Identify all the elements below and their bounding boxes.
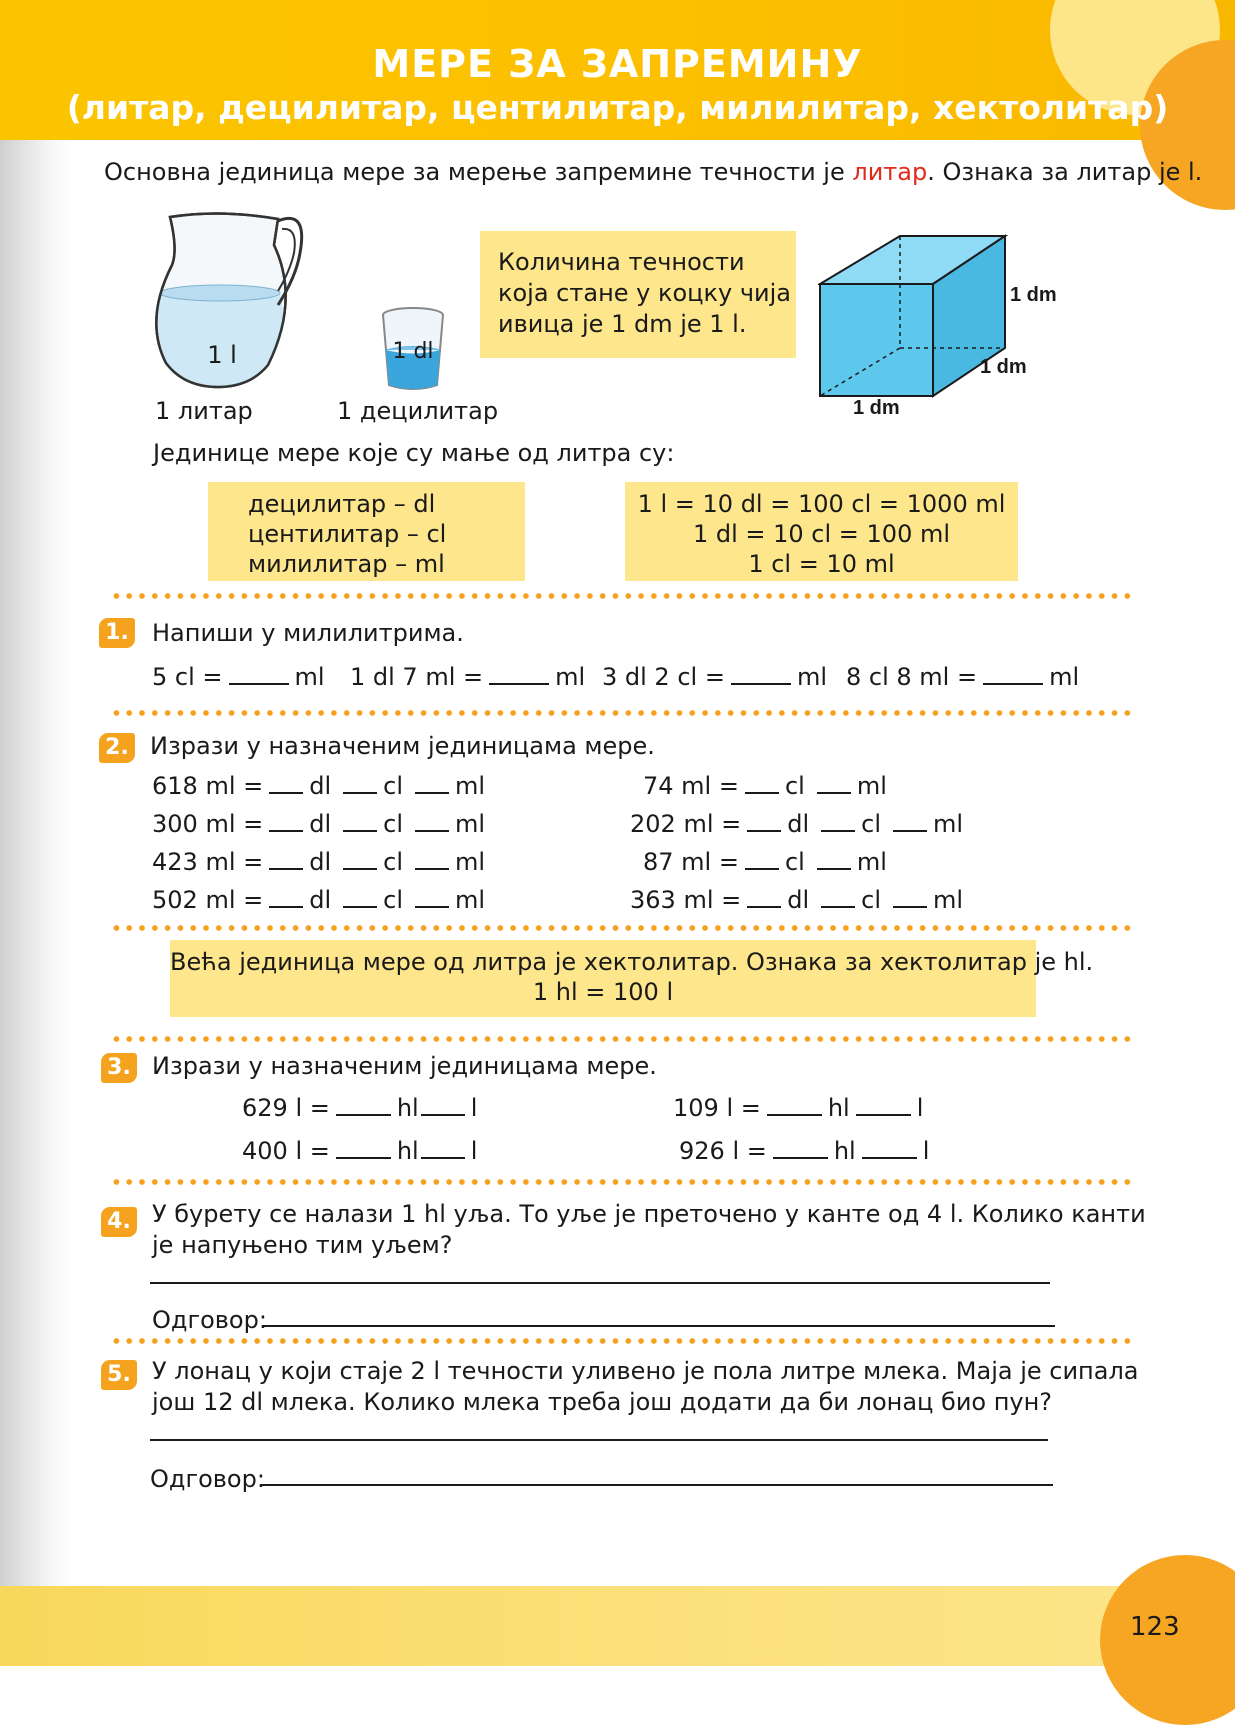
unit-label: dl <box>309 848 332 876</box>
answer-line[interactable] <box>262 1325 1055 1327</box>
task5-text-line: још 12 dl млека. Колико млека треба још додати да би лонац био пун? <box>152 1388 1053 1416</box>
jug-label: 1 l <box>207 341 237 369</box>
glass-label: 1 dl <box>392 339 434 364</box>
task2-left-item <box>152 848 485 876</box>
units-list-box <box>208 482 525 581</box>
unit-label: ml <box>294 663 325 691</box>
page-subtitle: (литар, децилитар, центилитар, милилитар, хектолитар) <box>66 88 1169 127</box>
jug-icon <box>150 205 310 390</box>
divider <box>110 925 1135 931</box>
unit-label: ml <box>796 663 827 691</box>
answer-blank[interactable] <box>269 828 303 832</box>
unit-label: ml <box>455 810 486 838</box>
unit-label: cl <box>383 810 404 838</box>
unit-label: cl <box>784 848 805 876</box>
cube-info-line: Количина течности <box>498 248 745 276</box>
hectoliter-equation: 1 hl = 100 l <box>532 978 674 1006</box>
task1-prompt: Напиши у милилитрима. <box>152 619 464 647</box>
task2-expression: 87 ml = <box>643 848 739 876</box>
task2-expression: 363 ml = <box>630 886 742 914</box>
task-number-badge: 2. <box>99 733 135 763</box>
answer-blank[interactable] <box>421 1155 465 1159</box>
task2-right-item <box>630 886 963 914</box>
answer-blank[interactable] <box>731 681 791 685</box>
intro-text-end: . Ознака за литар је l. <box>927 158 1203 186</box>
answer-label: Одговор: <box>152 1306 267 1334</box>
answer-blank[interactable] <box>415 904 449 908</box>
task3-item <box>673 1094 923 1122</box>
task-number-badge: 1. <box>99 618 135 648</box>
answer-blank[interactable] <box>415 790 449 794</box>
cube-info-line: ивица је 1 dm је 1 l. <box>498 310 747 338</box>
footer-band <box>0 1586 1235 1666</box>
divider <box>110 1179 1135 1185</box>
answer-blank[interactable] <box>269 866 303 870</box>
unit-label: cl <box>861 810 882 838</box>
unit-label: hl <box>396 1094 419 1122</box>
divider <box>110 1036 1135 1042</box>
page-number: 123 <box>1130 1612 1180 1642</box>
unit-label: ml <box>555 663 586 691</box>
task1-expression: 1 dl 7 ml = <box>350 663 484 691</box>
unit-label: l <box>470 1137 478 1165</box>
answer-blank[interactable] <box>821 904 855 908</box>
answer-blank[interactable] <box>747 828 781 832</box>
answer-blank[interactable] <box>415 866 449 870</box>
conversion-line: 1 dl = 10 cl = 100 ml <box>692 520 951 548</box>
unit-label: hl <box>396 1137 419 1165</box>
cube-edge-label-depth: 1 dm <box>980 356 1027 378</box>
hectoliter-info-box <box>170 940 1094 1017</box>
unit-label: l <box>922 1137 930 1165</box>
task3-item <box>242 1137 477 1165</box>
unit-label: l <box>916 1094 924 1122</box>
answer-blank[interactable] <box>343 790 377 794</box>
intro-text: Основна јединица мере за мерење запремине течности је <box>104 158 853 186</box>
unit-label: ml <box>856 848 887 876</box>
unit-label: ml <box>933 810 964 838</box>
task-number-badge: 5. <box>101 1360 137 1390</box>
unit-label: cl <box>861 886 882 914</box>
unit-label: cl <box>383 886 404 914</box>
answer-blank[interactable] <box>773 1155 828 1159</box>
unit-label: ml <box>856 772 887 800</box>
unit-list-item: милилитар – ml <box>248 550 445 578</box>
answer-blank[interactable] <box>489 681 549 685</box>
answer-blank[interactable] <box>343 828 377 832</box>
answer-blank[interactable] <box>415 828 449 832</box>
unit-label: ml <box>455 772 486 800</box>
unit-label: dl <box>309 810 332 838</box>
task1-item <box>350 663 585 691</box>
answer-blank[interactable] <box>229 681 289 685</box>
conversion-line: 1 cl = 10 ml <box>748 550 895 578</box>
task1-item <box>602 663 827 691</box>
unit-label: cl <box>784 772 805 800</box>
hectoliter-definition: Већа јединица мере од литра је хектолитар. Ознака за хектолитар је hl. <box>170 948 1094 976</box>
work-line[interactable] <box>150 1439 1048 1441</box>
glass-icon <box>378 305 448 395</box>
cube-info-box <box>480 231 796 358</box>
task2-expression: 74 ml = <box>643 772 739 800</box>
glass-caption: 1 децилитар <box>337 397 499 425</box>
answer-blank[interactable] <box>856 1112 911 1116</box>
cube-edge-label-width: 1 dm <box>853 397 900 419</box>
answer-blank[interactable] <box>336 1112 391 1116</box>
task2-expression: 618 ml = <box>152 772 264 800</box>
unit-label: dl <box>309 886 332 914</box>
answer-blank[interactable] <box>817 790 851 794</box>
task2-right-item <box>643 772 887 800</box>
task2-left-item <box>152 772 485 800</box>
unit-label: ml <box>455 848 486 876</box>
unit-label: hl <box>827 1094 850 1122</box>
unit-list-item: центилитар – cl <box>248 520 447 548</box>
page-title: МЕРЕ ЗА ЗАПРЕМИНУ <box>372 42 863 86</box>
answer-blank[interactable] <box>983 681 1043 685</box>
divider <box>110 710 1135 716</box>
task2-right-item <box>643 848 887 876</box>
unit-label: l <box>470 1094 478 1122</box>
unit-label: hl <box>833 1137 856 1165</box>
task3-expression: 109 l = <box>673 1094 761 1122</box>
task1-expression: 5 cl = <box>152 663 223 691</box>
task3-item <box>679 1137 929 1165</box>
jug-caption: 1 литар <box>155 397 253 425</box>
unit-label: ml <box>1049 663 1080 691</box>
unit-list-item: децилитар – dl <box>248 490 436 518</box>
task1-expression: 8 cl 8 ml = <box>846 663 978 691</box>
smaller-units-heading: Јединице мере које су мање од литра су: <box>153 439 675 467</box>
task3-item <box>242 1094 477 1122</box>
intro-sentence <box>104 158 1202 186</box>
answer-blank[interactable] <box>421 1112 465 1116</box>
answer-label: Одговор: <box>150 1465 265 1493</box>
task2-expression: 423 ml = <box>152 848 264 876</box>
work-line[interactable] <box>150 1282 1050 1284</box>
unit-label: dl <box>787 810 810 838</box>
task3-prompt: Изрази у назначеним јединицама мере. <box>152 1052 657 1080</box>
answer-blank[interactable] <box>817 866 851 870</box>
answer-blank[interactable] <box>893 828 927 832</box>
task3-expression: 926 l = <box>679 1137 767 1165</box>
cube-info-line: која стане у коцку чија <box>498 279 791 307</box>
unit-label: dl <box>309 772 332 800</box>
intro-highlight: литар <box>852 158 928 186</box>
answer-blank[interactable] <box>343 904 377 908</box>
task1-item <box>152 663 325 691</box>
task2-left-item <box>152 810 485 838</box>
answer-blank[interactable] <box>745 790 779 794</box>
conversion-line: 1 l = 10 dl = 100 cl = 1000 ml <box>637 490 1006 518</box>
task3-expression: 400 l = <box>242 1137 330 1165</box>
answer-blank[interactable] <box>745 866 779 870</box>
divider <box>110 1338 1135 1344</box>
task2-right-item <box>630 810 963 838</box>
task2-left-item <box>152 886 485 914</box>
unit-label: ml <box>933 886 964 914</box>
divider <box>110 593 1135 599</box>
answer-blank[interactable] <box>747 904 781 908</box>
unit-label: ml <box>455 886 486 914</box>
task1-expression: 3 dl 2 cl = <box>602 663 725 691</box>
answer-blank[interactable] <box>336 1155 391 1159</box>
unit-label: cl <box>383 848 404 876</box>
task2-prompt: Изрази у назначеним јединицама мере. <box>150 732 655 760</box>
task1-item <box>846 663 1079 691</box>
task4-text-line: У бурету се налази 1 hl уља. То уље је преточено у канте од 4 l. Колико канти <box>152 1200 1146 1228</box>
book-gutter-shadow <box>0 0 70 1666</box>
task2-expression: 300 ml = <box>152 810 264 838</box>
task5-text-line: У лонац у који стаје 2 l течности уливено је пола литре млека. Маја је сипала <box>152 1357 1139 1385</box>
task-number-badge: 3. <box>101 1053 137 1083</box>
answer-blank[interactable] <box>893 904 927 908</box>
task4-text-line: је напуњено тим уљем? <box>152 1231 453 1259</box>
answer-blank[interactable] <box>269 790 303 794</box>
conversion-box <box>625 482 1018 581</box>
task2-expression: 502 ml = <box>152 886 264 914</box>
answer-blank[interactable] <box>269 904 303 908</box>
task2-expression: 202 ml = <box>630 810 742 838</box>
answer-blank[interactable] <box>862 1155 917 1159</box>
answer-line[interactable] <box>262 1484 1053 1486</box>
unit-label: dl <box>787 886 810 914</box>
unit-label: cl <box>383 772 404 800</box>
task-number-badge: 4. <box>101 1207 137 1237</box>
answer-blank[interactable] <box>343 866 377 870</box>
answer-blank[interactable] <box>821 828 855 832</box>
cube-edge-label-height: 1 dm <box>1010 284 1057 306</box>
answer-blank[interactable] <box>767 1112 822 1116</box>
task3-expression: 629 l = <box>242 1094 330 1122</box>
